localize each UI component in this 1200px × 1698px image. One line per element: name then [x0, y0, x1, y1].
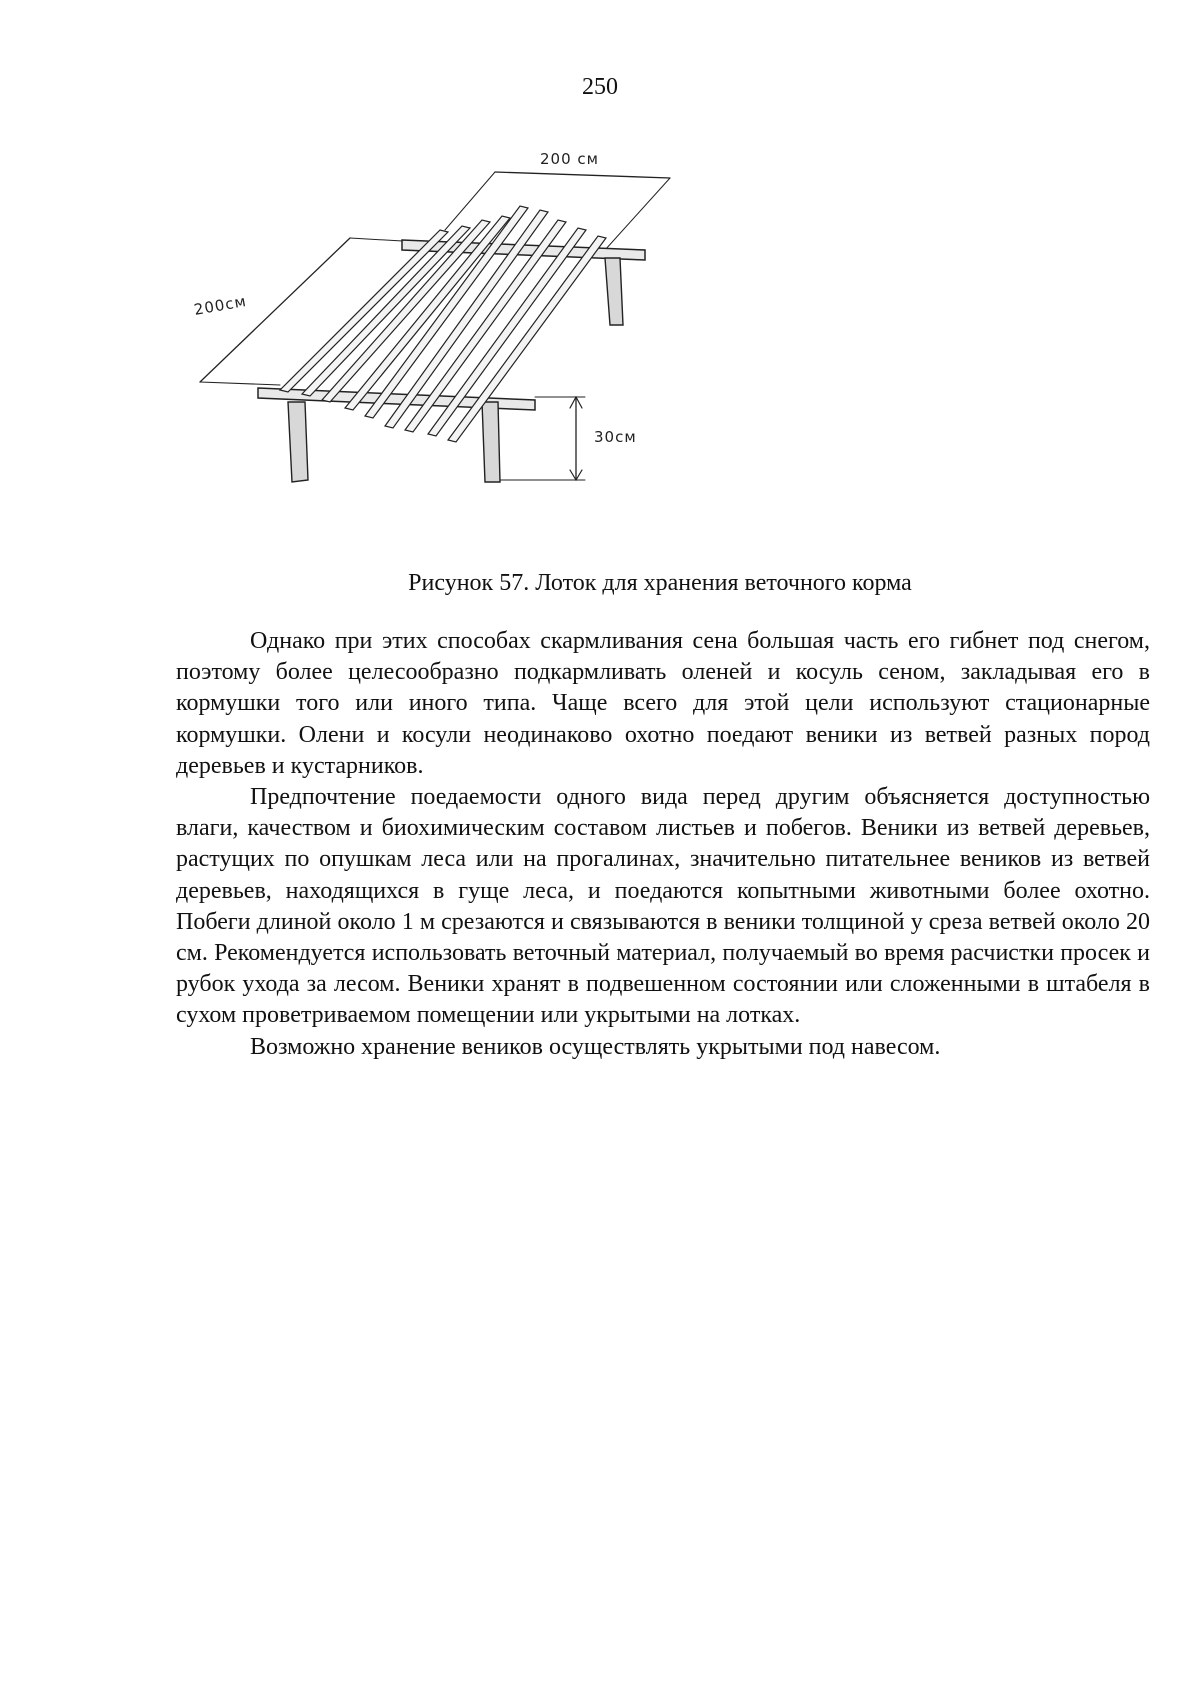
page-number: 250 — [582, 74, 618, 100]
front-right-leg — [482, 402, 500, 482]
body-text — [176, 626, 1150, 1063]
paragraph: Однако при этих способах скармливания сена большая часть его гибнет под снегом, поэтому более целесообразно подкармливать оленей и косуль сеном, закладывая его в кормушки того или иного типа. Чаще всего для этой цели используют стационарные кормушки. Олени и косули неодинаково охотно поедают веники из ветвей разных пород деревьев и кустарников. — [176, 628, 1150, 779]
paragraph: Предпочтение поедаемости одного вида перед другим объясняется доступностью влаги, качеством и биохимическим составом листьев и побегов. Веники из ветвей деревьев, растущих по опушкам леса или на прогалинах, значительно питательнее веников из ветвей деревьев, находящихся в гуще леса, и поедаются копытными животными более охотно. Побеги длиной около 1 м срезаются и связываются в веники толщиной у среза ветвей около 20 см. Рекомендуется использовать веточный материал, получаемый во время расчистки просек и рубок ухода за лесом. Веники хранят в подвешенном состоянии или сложенными в штабеля в сухом проветриваемом помещении или укрытыми на лотках. — [176, 784, 1150, 1029]
label-top-width: 200 см — [540, 150, 599, 168]
figure-caption: Рисунок 57. Лоток для хранения веточного корма — [408, 570, 912, 596]
front-left-leg — [288, 402, 308, 482]
paragraph: Возможно хранение веников осуществлять укрытыми под навесом. — [250, 1033, 941, 1060]
dimension-line-top-diag — [605, 178, 670, 250]
label-side-length: 200см — [192, 291, 249, 319]
label-height: 30см — [594, 428, 637, 446]
dimension-line-top — [495, 172, 670, 178]
tray-sketch — [190, 150, 730, 540]
back-right-leg — [605, 258, 623, 325]
figure-feeding-tray — [190, 150, 730, 540]
